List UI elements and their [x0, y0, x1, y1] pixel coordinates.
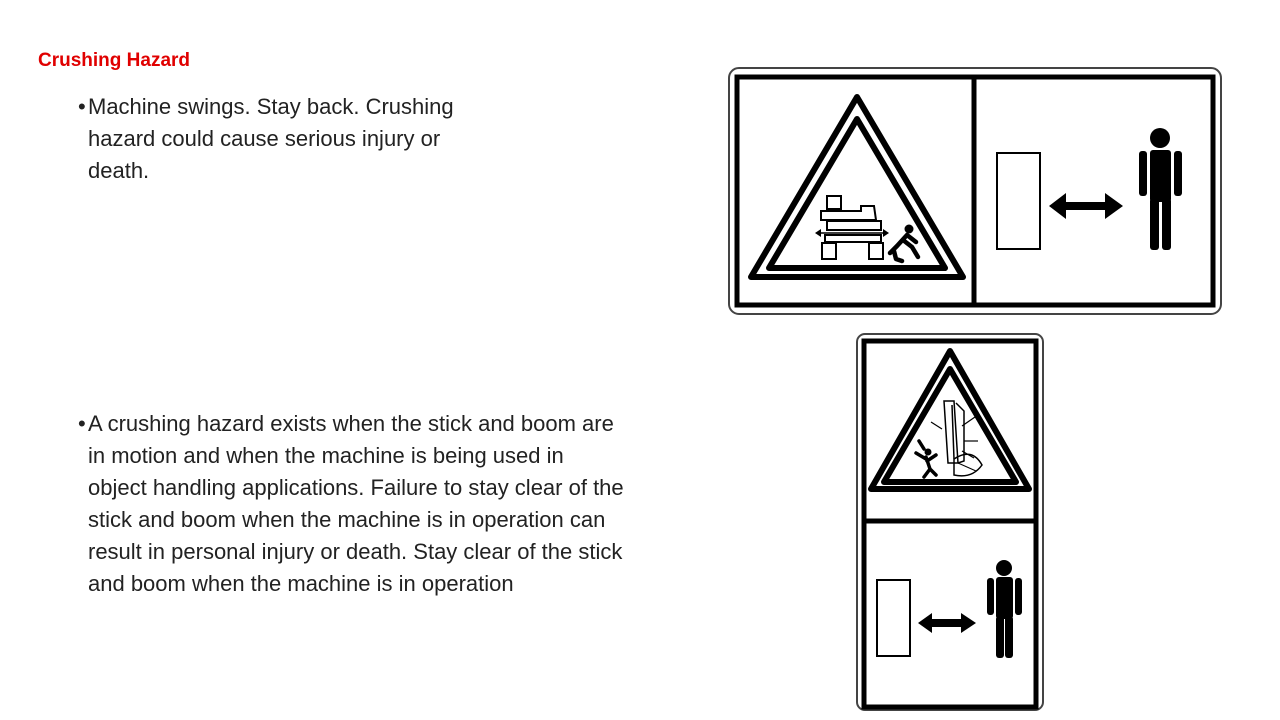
bullet-text: A crushing hazard exists when the stick and boom are in motion and when the machine is being used in object handling applications. Failure to stay clear of the stick and boom when the machine is in operation can result in personal injury or death. Stay clear of the stick and boom when the machine is in operation	[88, 411, 624, 596]
swing-crush-warning-sign	[726, 65, 1224, 317]
bullet-marker: •	[78, 94, 86, 119]
bullet-item	[58, 91, 498, 187]
bullet-item	[58, 408, 628, 600]
slide-title: Crushing Hazard	[38, 50, 191, 71]
boom-crush-warning-sign	[854, 331, 1046, 711]
bullet-marker: •	[78, 411, 86, 436]
bullet-text: Machine swings. Stay back. Crushing hazard could cause serious injury or death.	[88, 94, 454, 183]
